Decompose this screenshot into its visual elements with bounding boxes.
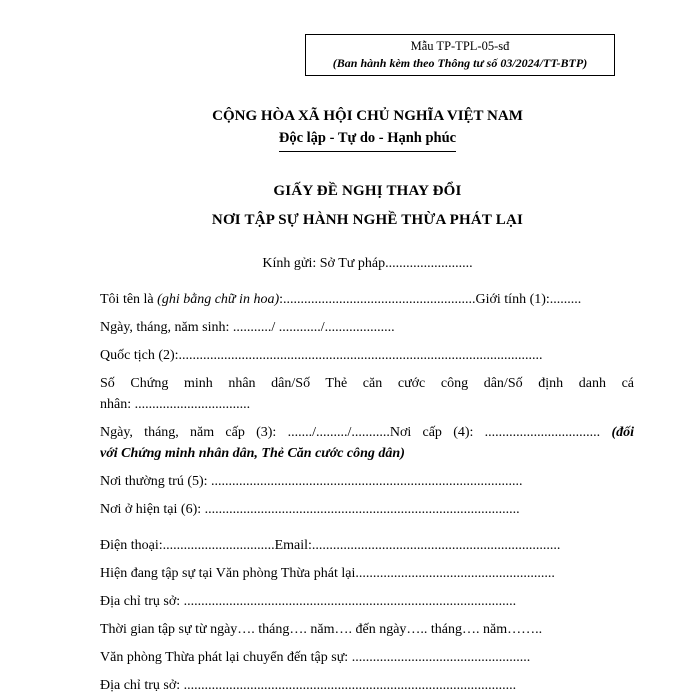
name-field-line [100, 292, 634, 308]
new-office-address-line: Địa chỉ trụ sở: ............................................................................................... [100, 678, 517, 693]
document-title-line2: NƠI TẬP SỰ HÀNH NGHỀ THỪA PHÁT LẠI [211, 212, 524, 228]
recipient-line: Kính gửi: Sở Tư pháp......................... [262, 256, 473, 271]
motto-text: Độc lập - Tự do - Hạnh phúc [279, 130, 456, 152]
issue-date-place: Ngày, tháng, năm cấp (3): ......./........./...........Nơi cấp (4): ................................. [100, 425, 612, 440]
issue-note-start: (đối [611, 425, 634, 440]
motto-heading [0, 130, 700, 152]
document-title-line1: GIẤY ĐỀ NGHỊ THAY ĐỔI [273, 183, 462, 199]
name-label: Tôi tên là [100, 292, 158, 307]
dob-field-line: Ngày, tháng, năm sinh: .........../ ............/.................... [100, 320, 395, 335]
current-residence-line: Nơi ở hiện tại (6): .......................................................................................... [100, 502, 520, 517]
current-office-line: Hiện đang tập sự tại Văn phòng Thừa phát lại......................................................... [100, 566, 555, 581]
id-number-line2: nhân: ................................. [100, 397, 251, 412]
name-dots-gender: :.......................................................Giới tính (1):......... [279, 292, 582, 307]
name-hint: (ghi bằng chữ in hoa) [157, 292, 280, 307]
nation-heading: CỘNG HÒA XÃ HỘI CHỦ NGHĨA VIỆT NAM [212, 108, 523, 124]
nationality-field-line: Quốc tịch (2):........................................................................................................ [100, 348, 543, 363]
issue-note-line: với Chứng minh nhân dân, Thẻ Căn cước công dân) [100, 446, 405, 461]
issue-date-line [100, 425, 634, 441]
form-code-box [305, 34, 615, 76]
permanent-residence-line: Nơi thường trú (5): ......................................................................................... [100, 474, 523, 489]
form-code: Mẫu TP-TPL-05-sđ [410, 39, 510, 53]
new-office-line: Văn phòng Thừa phát lại chuyển đến tập sự: ................................................... [100, 650, 531, 665]
form-issued-by: (Ban hành kèm theo Thông tư số 03/2024/TT-BTP) [332, 56, 588, 70]
contact-line: Điện thoại:................................Email:....................................................................... [100, 538, 561, 553]
office-address-line: Địa chỉ trụ sở: ............................................................................................... [100, 594, 517, 609]
internship-period-line: Thời gian tập sự từ ngày…. tháng…. năm…. đến ngày….. tháng…. năm…….. [100, 622, 543, 637]
id-number-line1: Số Chứng minh nhân dân/Số Thẻ căn cước công dân/Số định danh cá [100, 376, 634, 391]
